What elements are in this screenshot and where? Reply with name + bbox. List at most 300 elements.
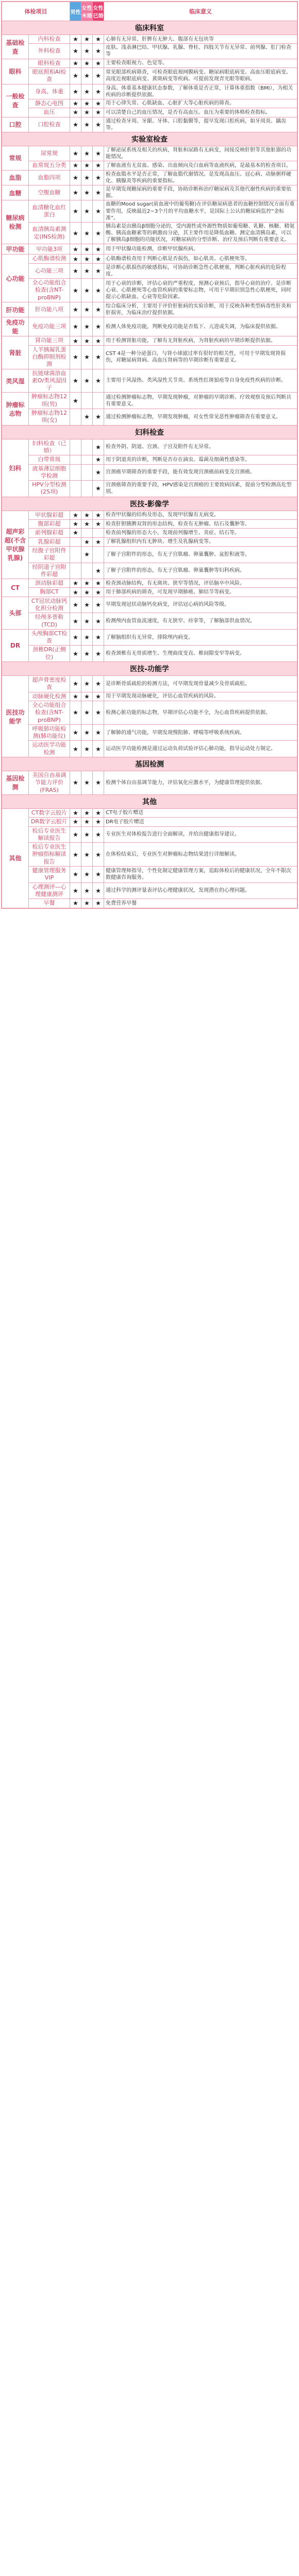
clinical-meaning: 了解子宫附件的形态，有无子宫肌瘤、卵巢囊肿等妇科疾病。	[104, 563, 297, 579]
package-mark: ★	[93, 481, 104, 497]
item-name: 腹部彩超	[29, 520, 70, 529]
package-mark: ★	[70, 826, 81, 843]
item-name: 妇科检查（已婚）	[29, 439, 70, 455]
package-mark: ★	[81, 537, 93, 546]
package-mark	[70, 464, 81, 481]
item-name: 呼吸肺功能检测(肺功能仪)	[29, 724, 70, 741]
clinical-meaning: 通过检测肿瘤标志物，早期发现肿瘤，对肿瘤的早期诊断、疗效观察及预后判断具有重要意义。	[104, 393, 297, 409]
section-header	[2, 662, 297, 676]
table-row	[2, 464, 297, 481]
table-row	[2, 646, 297, 662]
clinical-meaning: 血糖的Mood sugar(前血液中的葡萄糖)在评估糖尿病患者的血糖控制情况方面有重要作用，反映最近2~3个月的平均血糖水平，是国际上公认的糖尿病监控“金标准”。	[104, 200, 297, 223]
package-mark: ★	[70, 170, 81, 185]
package-mark: ★	[81, 511, 93, 519]
table-row	[2, 629, 297, 646]
package-mark: ★	[70, 741, 81, 757]
package-mark: ★	[93, 724, 104, 741]
item-name: 前列腺彩超	[29, 529, 70, 537]
clinical-meaning: 综合临床分析，主要用于评价肝脏病的实验诊断，用于反映各种类型病毒性肝炎和肝损害，为临床治疗提供依据。	[104, 302, 297, 317]
item-name: 尿常规	[29, 146, 70, 161]
item-name: 检后专业医生解读报告	[29, 826, 70, 843]
package-mark	[93, 529, 104, 537]
package-mark: ★	[70, 317, 81, 336]
category-cell: 口腔	[2, 117, 29, 132]
section-title: 其他	[2, 794, 297, 808]
package-mark: ★	[70, 771, 81, 795]
package-mark: ★	[70, 692, 81, 701]
package-mark: ★	[81, 520, 93, 529]
package-mark: ★	[81, 369, 93, 393]
package-mark: ★	[70, 255, 81, 263]
package-mark: ★	[93, 255, 104, 263]
clinical-meaning: CT电子胶片赠送	[104, 808, 297, 817]
package-mark: ★	[93, 741, 104, 757]
item-name: 肿瘤标志物12项(女)	[29, 409, 70, 426]
item-name: 经阴道子宫附件彩超	[29, 563, 70, 579]
package-mark: ★	[93, 597, 104, 613]
clinical-meaning: 专业医生对体检报告进行全面解读，并给出健康指导建议。	[104, 826, 297, 843]
clinical-meaning: 检查颈动脉结构，有无斑块、狭窄等情况，评估脑卒中风险。	[104, 579, 297, 588]
clinical-meaning: 在体检结束后，专业医生对肿瘤标志物结果进行详细解读。	[104, 843, 297, 867]
item-name: 经腹子宫附件彩超	[29, 546, 70, 563]
package-mark: ★	[70, 808, 81, 817]
item-name: 美国自由基调节能力评价(FRAS)	[29, 771, 70, 795]
item-name: 动脉硬化检测	[29, 692, 70, 701]
package-mark	[70, 439, 81, 455]
item-name: 液基薄层细胞学检测	[29, 464, 70, 481]
package-mark: ★	[81, 67, 93, 84]
package-mark: ★	[81, 255, 93, 263]
package-mark: ★	[93, 613, 104, 630]
item-name: 甲状腺彩超	[29, 511, 70, 519]
header-item: 体检项目	[2, 2, 70, 21]
package-mark: ★	[70, 597, 81, 613]
item-name: 经颅多普勒(TCD)	[29, 613, 70, 630]
package-mark: ★	[93, 302, 104, 317]
package-mark: ★	[81, 676, 93, 692]
package-mark: ★	[70, 263, 81, 278]
package-mark: ★	[70, 84, 81, 99]
item-name: 全心功能组合检查(含NT-proBNP)	[29, 701, 70, 724]
package-mark: ★	[81, 117, 93, 132]
table-row	[2, 826, 297, 843]
table-row	[2, 529, 297, 537]
package-mark: ★	[81, 867, 93, 883]
item-name: 血压	[29, 108, 70, 117]
table-row	[2, 44, 297, 59]
clinical-meaning: 通过科学的测评量表评估心理健康状况，发现潜在的心理问题。	[104, 883, 297, 899]
table-row	[2, 345, 297, 369]
package-mark: ★	[70, 59, 81, 67]
package-mark: ★	[93, 579, 104, 588]
item-name: 肝功能八项	[29, 302, 70, 317]
item-name: 运动医学功能检测	[29, 741, 70, 757]
package-mark: ★	[81, 741, 93, 757]
item-name: DR数字云胶片	[29, 818, 70, 826]
clinical-meaning: 宫颈癌筛查的重要手段，HPV感染是宫颈癌的主要致病因素，提前分型检测高危型别。	[104, 481, 297, 497]
package-mark: ★	[93, 520, 104, 529]
table-row	[2, 99, 297, 108]
table-row	[2, 222, 297, 244]
package-mark: ★	[70, 117, 81, 132]
package-mark: ★	[81, 44, 93, 59]
category-cell: 超声彩超(不含甲状腺乳腺)	[2, 511, 29, 579]
package-mark: ★	[81, 302, 93, 317]
table-row	[2, 409, 297, 426]
package-mark: ★	[81, 826, 93, 843]
package-mark	[81, 464, 93, 481]
item-name: 眼科检查	[29, 59, 70, 67]
item-name: 免疫功能三项	[29, 317, 70, 336]
package-mark: ★	[93, 108, 104, 117]
table-row	[2, 455, 297, 464]
package-mark: ★	[81, 613, 93, 630]
table-row	[2, 369, 297, 393]
table-row	[2, 843, 297, 867]
item-name: 心理测评—心理健康测评	[29, 883, 70, 899]
package-mark: ★	[70, 646, 81, 662]
clinical-meaning: 用于检测肾脏功能，了解有无肾脏疾病，为肾脏疾病的早期诊断提供依据。	[104, 336, 297, 345]
section-title: 医技-功能学	[2, 662, 297, 676]
item-name: 静态心电图	[29, 99, 70, 108]
package-mark: ★	[93, 455, 104, 464]
package-mark: ★	[93, 336, 104, 345]
package-mark	[81, 393, 93, 409]
package-mark: ★	[70, 724, 81, 741]
clinical-meaning: 用于甲状腺功能检测，诊断甲状腺疾病。	[104, 244, 297, 255]
item-name: 肿瘤标志物12项(男)	[29, 393, 70, 409]
package-mark: ★	[93, 117, 104, 132]
clinical-meaning: 运动医学功能检测是通过运动负荷试验评估心肺功能，指导运动处方制定。	[104, 741, 297, 757]
package-mark: ★	[70, 345, 81, 369]
section-title: 基因检测	[2, 757, 297, 771]
package-mark: ★	[93, 646, 104, 662]
clinical-meaning: 用于心衰的诊断，评估心衰的严重程度，预测心衰预后，指导心衰的治疗。是诊断心衰、心肌梗死等心血管疾病的重要标志物，可用于早期识别急性心肌梗死，同时提示心肌缺血、心衰等危险因素。	[104, 279, 297, 302]
item-name: 血脂四项	[29, 170, 70, 185]
clinical-meaning: 检查前列腺的形态大小，发现前列腺增生、炎症、结石等。	[104, 529, 297, 537]
package-mark: ★	[93, 59, 104, 67]
clinical-meaning: 检查血脂水平是否正常，了解血脂代谢情况。是发现高血压、冠心病、动脉粥样硬化、胰腺炎等疾病的重要指标。	[104, 170, 297, 185]
package-mark	[70, 563, 81, 579]
package-mark: ★	[93, 771, 104, 795]
item-name: 心肌酶谱检测	[29, 255, 70, 263]
category-cell: 甲功能	[2, 244, 29, 255]
package-mark: ★	[93, 511, 104, 519]
item-name: 血清胰岛素测定(INS检测)	[29, 222, 70, 244]
item-name: 甲功能3项	[29, 244, 70, 255]
table-row	[2, 336, 297, 345]
clinical-meaning: 早期发现冠状动脉钙化病变，评估冠心病的风险等级。	[104, 597, 297, 613]
item-name: 口腔检查	[29, 117, 70, 132]
package-mark: ★	[93, 67, 104, 84]
item-name: HPV分型检测(25项)	[29, 481, 70, 497]
package-mark: ★	[93, 222, 104, 244]
package-mark: ★	[70, 99, 81, 108]
category-cell: 眼科	[2, 59, 29, 84]
clinical-meaning: 用于早期发现动脉硬化，评估心血管疾病的风险。	[104, 692, 297, 701]
table-row	[2, 67, 297, 84]
table-row	[2, 161, 297, 170]
category-cell: 基因检测	[2, 771, 29, 795]
package-mark: ★	[93, 843, 104, 867]
clinical-meaning: 通过检测肿瘤标志物，早期发现肿瘤，对女性常见恶性肿瘤筛查有重要意义。	[104, 409, 297, 426]
table-row	[2, 808, 297, 817]
table-row	[2, 59, 297, 67]
package-mark: ★	[81, 409, 93, 426]
package-mark: ★	[70, 222, 81, 244]
clinical-meaning: 检测人体免疫功能，判断免疫功能是否低下、亢进或失调，为临床提供依据。	[104, 317, 297, 336]
package-mark: ★	[81, 818, 93, 826]
package-mark: ★	[93, 439, 104, 455]
package-mark	[81, 481, 93, 497]
package-mark: ★	[70, 244, 81, 255]
table-row	[2, 867, 297, 883]
section-title: 实验室检查	[2, 132, 297, 146]
package-mark	[93, 546, 104, 563]
package-mark: ★	[93, 84, 104, 99]
table-header	[2, 2, 297, 21]
package-mark: ★	[93, 279, 104, 302]
item-name: 乳腺彩超	[29, 537, 70, 546]
package-mark: ★	[93, 464, 104, 481]
package-mark: ★	[81, 244, 93, 255]
table-row	[2, 613, 297, 630]
table-row	[2, 597, 297, 613]
section-header	[2, 757, 297, 771]
package-mark: ★	[93, 818, 104, 826]
table-row	[2, 146, 297, 161]
package-mark: ★	[81, 646, 93, 662]
package-mark: ★	[70, 200, 81, 223]
table-row	[2, 701, 297, 724]
clinical-meaning: 检查甲状腺的结构及形态，发现甲状腺有无病变。	[104, 511, 297, 519]
item-name: 头颅胸部CT检查	[29, 629, 70, 646]
package-mark: ★	[93, 676, 104, 692]
item-name: 早餐	[29, 899, 70, 908]
package-mark: ★	[70, 185, 81, 200]
package-mark: ★	[81, 597, 93, 613]
clinical-meaning: 了解泌尿系统及相关的疾病，肾脏和尿路有无病变，间接反映肝胆等其他脏器的功能情况。	[104, 146, 297, 161]
section-header	[2, 132, 297, 146]
clinical-meaning: 检查肝胆胰脾双肾的形态结构，检查有无肿瘤、结石及囊肿等。	[104, 520, 297, 529]
clinical-meaning: 胰岛素是由胰岛β细胞分泌的，受内源性或外源性物质如葡萄糖、乳糖、核糖、精氨酸、胰高血糖素等的刺激而分泌，其主要作用是降低血糖。测定血清胰岛素，可以了解胰岛β细胞的功能状况，对糖尿病的分型诊断、治疗及预后判断有重要意义。	[104, 222, 297, 244]
clinical-meaning: 用于心律失常、心肌缺血、心脏扩大等心脏疾病的筛查。	[104, 99, 297, 108]
package-mark: ★	[70, 393, 81, 409]
package-mark: ★	[70, 108, 81, 117]
package-mark: ★	[70, 511, 81, 519]
item-name: 抗链球菌溶血素O/类风湿因子	[29, 369, 70, 393]
clinical-meaning: 通过检查牙周、牙龈、牙体、口腔黏膜等，提早发现口腔疾病，如牙周炎、龋齿等。	[104, 117, 297, 132]
package-mark	[81, 563, 93, 579]
package-mark	[70, 455, 81, 464]
item-name: 健康管理服务VIP	[29, 867, 70, 883]
table-row	[2, 563, 297, 579]
package-mark: ★	[70, 529, 81, 537]
clinical-meaning: 了解血液有无贫血、感染、出血倾向及白血病等血液疾病，是最基本的检查项目。	[104, 161, 297, 170]
package-mark: ★	[70, 302, 81, 317]
package-mark: ★	[93, 588, 104, 597]
item-name: 颈椎DR(正侧位)	[29, 646, 70, 662]
header-package-female-unmarried: 女性未婚	[81, 2, 93, 21]
package-mark: ★	[93, 44, 104, 59]
clinical-meaning: 心肌酶谱检查用于判断心肌是否损伤，如心肌炎、心肌梗死等。	[104, 255, 297, 263]
package-mark: ★	[81, 200, 93, 223]
clinical-meaning: 身高、体重基本健康状态参数，了解体重是否正常，计算体重指数（BMI），为相关疾病的诊断提供依据。	[104, 84, 297, 99]
table-row	[2, 481, 297, 497]
item-name: 内科检查	[29, 35, 70, 44]
package-mark: ★	[93, 899, 104, 908]
package-mark: ★	[81, 108, 93, 117]
header-package-male: 男性	[70, 2, 81, 21]
clinical-meaning: 健康管理师指导，个性化制定健康管理方案，追踪体检后的健康状况，全年不限次数健康咨询服务。	[104, 867, 297, 883]
package-mark: ★	[93, 409, 104, 426]
category-cell: 血脂	[2, 170, 29, 185]
section-title: 临床科室	[2, 21, 297, 35]
clinical-meaning: 是诊断骨质疏松的检测方法，可早期发现骨量减少及骨质疏松。	[104, 676, 297, 692]
table-row	[2, 317, 297, 336]
package-mark: ★	[93, 826, 104, 843]
table-row	[2, 818, 297, 826]
table-row	[2, 200, 297, 223]
table-row	[2, 117, 297, 132]
package-mark: ★	[93, 867, 104, 883]
package-mark: ★	[93, 170, 104, 185]
table-row	[2, 511, 297, 519]
item-name: 检后专业医生肿瘤指标解读报告	[29, 843, 70, 867]
category-cell: 常规	[2, 146, 29, 170]
section-header	[2, 21, 297, 35]
clinical-meaning: 了解肺的通气功能，早期发现慢阻肺、哮喘等呼吸系统疾病。	[104, 724, 297, 741]
clinical-meaning: 可以清楚自己的血压情况，是否有高血压。血压为重要的体格检查指标。	[104, 108, 297, 117]
package-mark: ★	[70, 899, 81, 908]
item-name: 胸部CT	[29, 588, 70, 597]
package-mark: ★	[81, 35, 93, 44]
category-cell: 头部	[2, 597, 29, 629]
package-mark: ★	[70, 279, 81, 302]
clinical-meaning: 检查颈椎有无骨质增生、生理曲度变直、椎间隙变窄等病变。	[104, 646, 297, 662]
clinical-meaning: 免费营养早餐	[104, 899, 297, 908]
category-cell: 基础检查	[2, 35, 29, 59]
package-mark: ★	[70, 843, 81, 867]
package-mark: ★	[70, 613, 81, 630]
section-header	[2, 497, 297, 511]
clinical-meaning: 了解脑组织有无异常，排除颅内病变。	[104, 629, 297, 646]
package-mark: ★	[93, 263, 104, 278]
category-cell: 类风湿	[2, 369, 29, 393]
package-mark: ★	[81, 692, 93, 701]
package-mark: ★	[70, 867, 81, 883]
clinical-meaning: 检测颅内血管血流速度，有无狭窄、痉挛等，了解脑部供血情况。	[104, 613, 297, 630]
table-row	[2, 393, 297, 409]
item-name: 血清糖化血红蛋白	[29, 200, 70, 223]
package-mark	[81, 529, 93, 537]
package-mark: ★	[93, 99, 104, 108]
table-row	[2, 520, 297, 529]
package-mark: ★	[93, 537, 104, 546]
item-name: 超声骨密度检查	[29, 676, 70, 692]
package-mark: ★	[81, 263, 93, 278]
item-name: 心功能三项	[29, 263, 70, 278]
package-mark: ★	[93, 563, 104, 579]
package-mark: ★	[70, 883, 81, 899]
table-row	[2, 439, 297, 455]
package-mark	[81, 439, 93, 455]
item-name: CT数字云胶片	[29, 808, 70, 817]
clinical-meaning: 用于阴道炎的诊断，判断是否存在滴虫、霉菌及细菌性感染等。	[104, 455, 297, 464]
package-mark: ★	[81, 345, 93, 369]
clinical-meaning: 是早期发现糖尿病的重要手段，协助诊断和治疗糖尿病及其他代谢性疾病的重要依据。	[104, 185, 297, 200]
exam-package-table	[1, 1, 298, 909]
table-row	[2, 185, 297, 200]
package-mark: ★	[81, 279, 93, 302]
package-mark	[70, 481, 81, 497]
package-mark: ★	[81, 724, 93, 741]
package-mark: ★	[81, 579, 93, 588]
package-mark: ★	[93, 345, 104, 369]
table-body	[2, 21, 297, 908]
package-mark: ★	[81, 843, 93, 867]
clinical-meaning: 检测个体自由基调节能力，评估氧化应激水平，为健康管理提供依据。	[104, 771, 297, 795]
package-mark: ★	[81, 899, 93, 908]
item-name: 外科检查	[29, 44, 70, 59]
category-cell: 血糖	[2, 185, 29, 200]
package-mark: ★	[81, 808, 93, 817]
category-cell: 免疫功能	[2, 317, 29, 336]
item-name: 颈动脉彩超	[29, 579, 70, 588]
table-row	[2, 588, 297, 597]
package-mark: ★	[81, 546, 93, 563]
package-mark: ★	[81, 146, 93, 161]
table-row	[2, 579, 297, 588]
package-mark: ★	[81, 84, 93, 99]
category-cell: 心功能	[2, 255, 29, 302]
package-mark: ★	[70, 44, 81, 59]
package-mark: ★	[93, 883, 104, 899]
table-row	[2, 263, 297, 278]
checkup-table	[2, 2, 297, 908]
package-mark: ★	[93, 701, 104, 724]
package-mark: ★	[70, 336, 81, 345]
item-name: 眼底照相AI检查	[29, 67, 70, 84]
header-clinical-meaning: 临床意义	[104, 2, 297, 21]
category-cell: 肝功能	[2, 302, 29, 317]
package-mark: ★	[93, 200, 104, 223]
package-mark: ★	[70, 701, 81, 724]
table-row	[2, 108, 297, 117]
table-row	[2, 35, 297, 44]
section-header	[2, 425, 297, 439]
package-mark: ★	[93, 369, 104, 393]
package-mark: ★	[93, 185, 104, 200]
package-mark: ★	[81, 883, 93, 899]
package-mark: ★	[93, 146, 104, 161]
category-cell: 糖尿病检测	[2, 200, 29, 244]
category-cell: DR	[2, 629, 29, 662]
category-cell: 妇科	[2, 439, 29, 497]
package-mark	[70, 546, 81, 563]
package-mark: ★	[70, 588, 81, 597]
package-mark: ★	[70, 67, 81, 84]
item-name: 白带常规	[29, 455, 70, 464]
table-row	[2, 302, 297, 317]
clinical-meaning: CST 4是一种分泌蛋白，与肾小球滤过率有很好的相关性，可用于早期发现肾损伤，对糖尿病肾病、高血压肾病等的早期诊断有重要意义。	[104, 345, 297, 369]
table-row	[2, 255, 297, 263]
table-row	[2, 771, 297, 795]
clinical-meaning: DR电子胶片赠送	[104, 818, 297, 826]
package-mark: ★	[81, 771, 93, 795]
table-row	[2, 170, 297, 185]
item-name: 肾功能三项	[29, 336, 70, 345]
